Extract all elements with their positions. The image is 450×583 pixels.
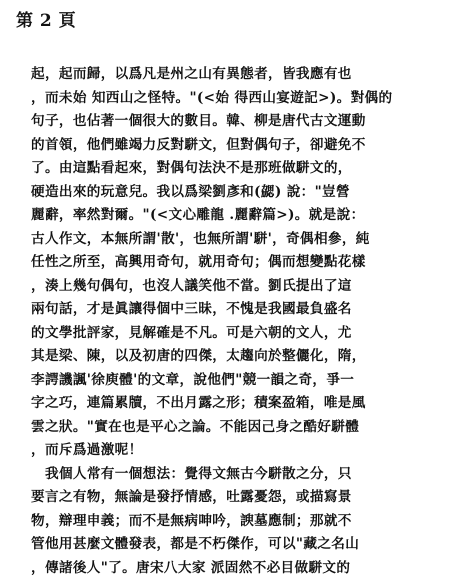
text-line: 李諤譏諷'徐庾體'的文章，說他們"競一韻之奇，爭一	[31, 371, 355, 388]
text-line: 物，辯理申義；而不是無病呻吟，諛墓應制；那就不	[31, 512, 352, 529]
text-line: 要言之有物，無論是發抒情感，吐露憂怨，或描寫景	[31, 489, 352, 505]
text-line: ，而斥爲過激呢！	[31, 442, 143, 458]
text-line: 硬造出來的玩意兒。我以爲梁劉彥和(勰) 說："豈營	[31, 183, 350, 200]
text-line: 的文學批評家，見解確是不凡。可是六朝的文人，尤	[31, 324, 352, 341]
text-line: 管他用甚麼文體發表，都是不朽傑作，可以"藏之名山	[31, 536, 360, 552]
text-line: 的首領，他們雖竭力反對駢文，但對偶句子，卻避免不	[31, 136, 366, 153]
text-line: 起，起而歸，以爲凡是州之山有異態者，皆我應有也	[31, 66, 352, 82]
text-line: 麗辭，率然對爾。"(<文心雕龍 .麗辭篇>)。就是說：	[31, 207, 365, 223]
text-line: ，而未始 知西山之怪特。"(<始 得西山宴遊記>)。對偶的	[31, 89, 393, 106]
text-line: 了。由這點看起來，對偶句法決不是那班做駢文的，	[31, 160, 352, 176]
text-line: ，湊上幾句偶句，也沒人議笑他不當。劉氏提出了這	[31, 277, 352, 294]
paragraph-first-line: 我個人常有一個想法：覺得文無古今駢散之分，只	[45, 465, 352, 482]
text-line: 兩句話，才是眞讓得個中三昧，不愧是我國最負盛名	[31, 301, 352, 317]
text-line: 字之巧，連篇累牘，不出月露之形；積案盈箱，唯是風	[31, 395, 366, 411]
text-line: ，傳諸後人"了。唐宋八大家 派固然不必目做駢文的	[31, 559, 351, 576]
text-line: 任性之所至，高興用奇句，就用奇句；偶而想變點花樣	[31, 254, 366, 270]
page-number-header: 第 2 頁	[16, 11, 77, 31]
body-text	[31, 63, 445, 580]
text-line: 雲之狀。"實在也是平心之論。不能因己身之酷好駢體	[31, 418, 360, 435]
text-line: 古人作文，本無所謂'散'，也無所謂'駢'，奇偶相參，純	[31, 230, 370, 247]
text-line: 其是梁、陳，以及初唐的四傑，太趨向於整儷化，隋，	[31, 348, 366, 364]
text-line: 句子，也佔著一個很大的數目。韓、柳是唐代古文運動	[31, 113, 366, 129]
